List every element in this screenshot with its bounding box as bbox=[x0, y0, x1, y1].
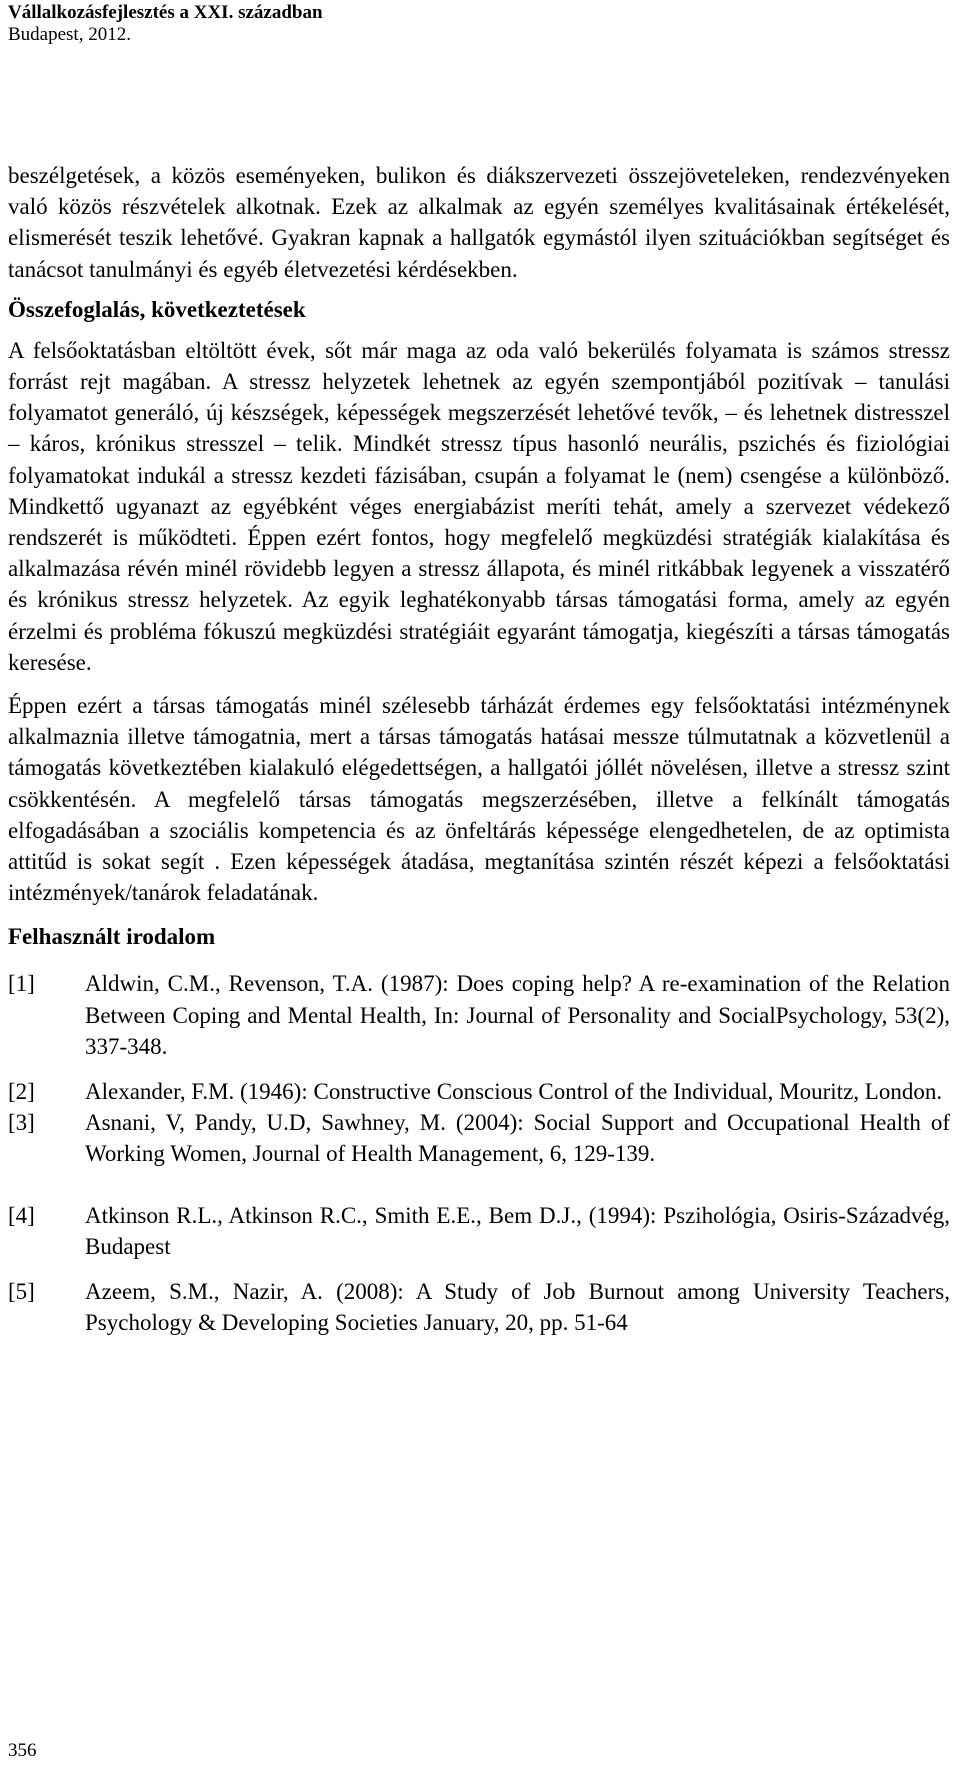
reference-text: Atkinson R.L., Atkinson R.C., Smith E.E., Bem D.J., (1994): Pszihológia, Osiris-Századvég, Budapest bbox=[85, 1202, 950, 1259]
reference-number: [4] bbox=[8, 1202, 35, 1228]
reference-item bbox=[8, 1076, 950, 1107]
paragraph-summary-2: Éppen ezért a társas támogatás minél szélesebb tárházát érdemes egy felsőoktatási intézménynek alkalmaznia illetve támogatnia, mert a társas támogatás hatásai messze túlmutatnak a közvetlenül a támogatás következtében kialakuló elégedettségen, a hallgatói jóllét növelésen, illetve a stressz szint csökkentésén. A megfelelő társas támogatás megszerzésében, illetve a felkínált támogatás elfogadásában a szociális kompetencia és az önfeltárás képessége elengedhetelen, de az optimista attitűd is sokat segít . Ezen képességek átadása, megtanítása szintén részét képezi a felsőoktatási intézmények/tanárok feladatának. bbox=[8, 693, 950, 906]
page-number: 356 bbox=[8, 1740, 37, 1761]
reference-text: Aldwin, C.M., Revenson, T.A. (1987): Does coping help? A re-examination of the Relation Between Coping and Mental Health, In: Journal of Personality and SocialPsychology, 53(2), 337-348. bbox=[85, 971, 950, 1059]
reference-number: [5] bbox=[8, 1279, 35, 1305]
reference-list bbox=[8, 968, 950, 1338]
reference-text: Alexander, F.M. (1946): Constructive Conscious Control of the Individual, Mouritz, London. bbox=[85, 1079, 943, 1105]
paragraph-summary-1: A felsőoktatásban eltöltött évek, sőt már maga az oda való bekerülés folyamata is számos stressz forrást rejt magában. A stressz helyzetek lehetnek az egyén szempontjából pozitívak – tanulási folyamatot generáló, új készségek, képességek megszerzését lehetővé tevők, – és lehetnek distresszel – káros, krónikus stresszel – telik. Mindkét stressz típus hasonló neurális, pszichés és fiziológiai folyamatokat indukál a stressz kezdeti fázisában, csupán a folyamat le (nem) csengése a különböző. Mindkettő ugyanazt az egyébként véges energiabázist meríti tehát, amely a szervezet védekező rendszerét is működteti. Éppen ezért fontos, hogy megfelelő megküzdési stratégiák kialakítása és alkalmazása révén minél rövidebb legyen a stressz állapota, és minél ritkábbak legyenek a visszatérő és krónikus stressz helyzetek. Az egyik leghatékonyabb társas támogatási forma, amely az egyén érzelmi és probléma fókuszú megküzdési stratégiáit egyaránt támogatja, kiegészíti a társas támogatás keresése. bbox=[8, 337, 950, 675]
section-heading-references: Felhasznált irodalom bbox=[8, 924, 216, 950]
journal-title: Vállalkozásfejlesztés a XXI. században bbox=[8, 2, 323, 23]
reference-item bbox=[8, 1276, 950, 1338]
paragraph-intro-continuation: beszélgetések, a közös eseményeken, bulikon és diákszervezeti összejöveteleken, rendezvényeken való közös részvételek alkotnak. Ezek az alkalmak az egyén személyes kvalitásainak értékelését, elismerését teszik lehetővé. Gyakran kapnak a hallgatók egymástól ilyen szituációkban segítséget és tanácsot tanulmányi és egyéb életvezetési kérdésekben. bbox=[8, 163, 950, 282]
reference-text: Azeem, S.M., Nazir, A. (2008): A Study of Job Burnout among University Teachers, Psychology & Developing Societies January, 20, pp. 51-64 bbox=[85, 1279, 950, 1336]
reference-number: [2] bbox=[8, 1079, 35, 1105]
reference-number: [3] bbox=[8, 1110, 35, 1136]
section-heading-summary: Összefoglalás, következtetések bbox=[8, 296, 306, 322]
place-year: Budapest, 2012. bbox=[8, 24, 131, 45]
reference-item bbox=[8, 1107, 950, 1169]
reference-number: [1] bbox=[8, 971, 35, 997]
page-content bbox=[8, 160, 950, 1353]
reference-text: Asnani, V, Pandy, U.D, Sawhney, M. (2004): Social Support and Occupational Health of Working Women, Journal of Health Management, 6, 129-139. bbox=[85, 1110, 950, 1167]
running-header bbox=[8, 2, 323, 46]
reference-item bbox=[8, 1200, 950, 1262]
reference-item bbox=[8, 968, 950, 1062]
